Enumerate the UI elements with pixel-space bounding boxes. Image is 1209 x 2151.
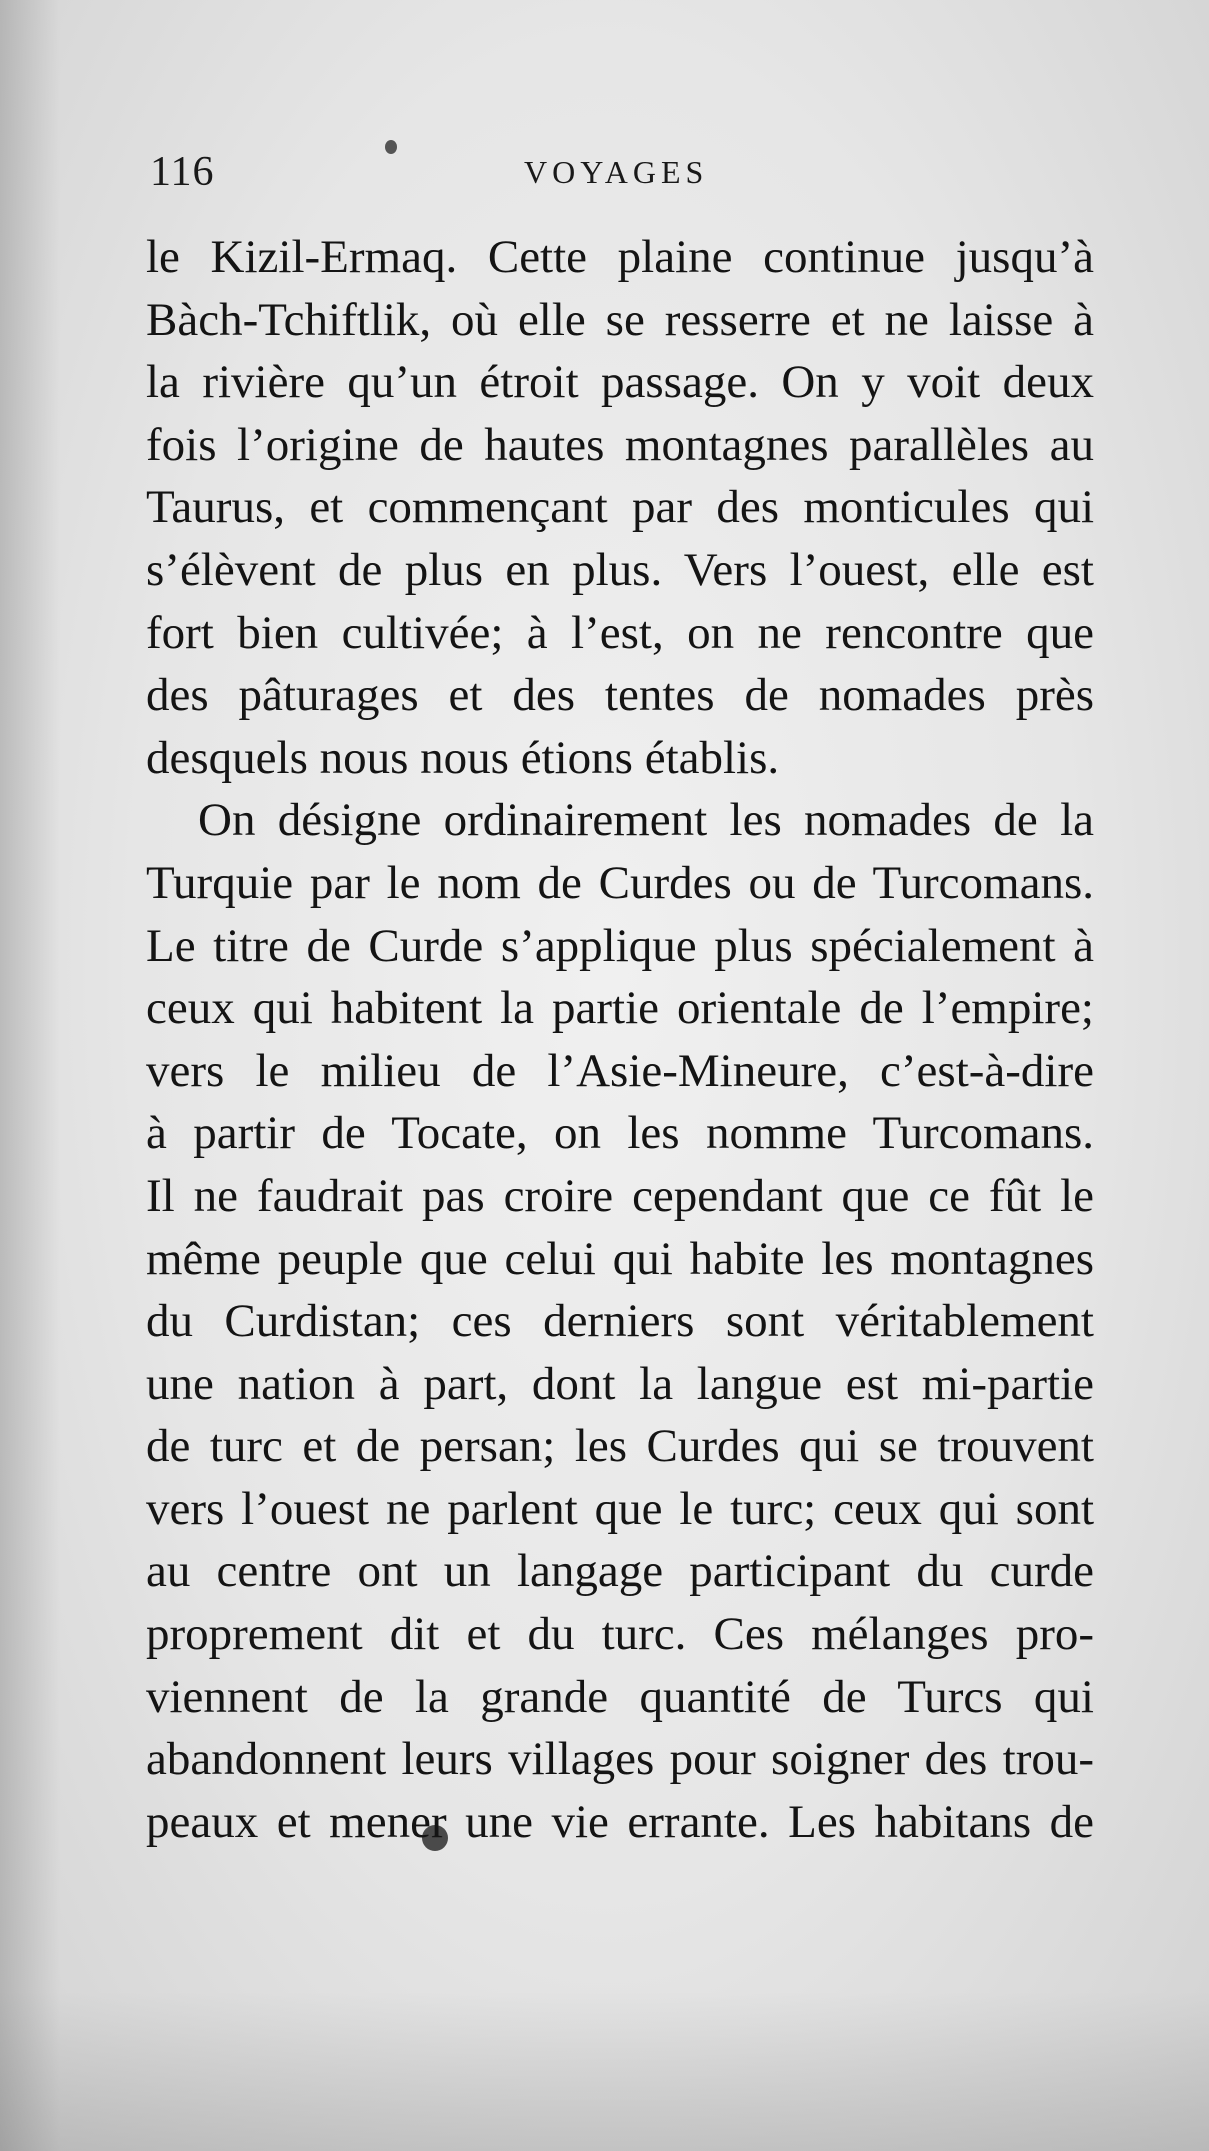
text-line: le Kizil-Ermaq. Cette plaine continue jusqu’à (146, 231, 1094, 283)
text-line: ceux qui habitent la partie orientale de l’empire; (146, 982, 1094, 1035)
text-line: peaux et mener une vie errante. Les habitans de (146, 1795, 1094, 1848)
text-line: Bàch-Tchiftlik, où elle se resserre et ne laisse à (146, 293, 1094, 346)
text-line: de turc et de persan; les Curdes qui se trouvent (146, 1420, 1094, 1473)
text-line: une nation à part, dont la langue est mi-partie (146, 1357, 1094, 1410)
text-line: vers le milieu de l’Asie-Mineure, c’est-à-dire (146, 1044, 1094, 1097)
paragraph-first-line: On désigne ordinairement les nomades de la (198, 794, 1094, 847)
body-text (146, 226, 1094, 1853)
text-line: au centre ont un langage participant du curde (146, 1545, 1094, 1598)
text-line: même peuple que celui qui habite les montagnes (146, 1232, 1094, 1285)
running-title: VOYAGES (524, 154, 709, 190)
text-line: desquels nous nous étions établis. (146, 731, 780, 784)
page-number: 116 (150, 149, 215, 195)
text-line: Il ne faudrait pas croire cependant que ce fût le (146, 1169, 1094, 1222)
text-line: Turquie par le nom de Curdes ou de Turcomans. (146, 856, 1094, 909)
text-line: fort bien cultivée; à l’est, on ne rencontre que (146, 606, 1094, 659)
text-line: vers l’ouest ne parlent que le turc; ceux qui sont (146, 1482, 1094, 1535)
page-bottom-shadow (0, 1991, 1209, 2151)
page-header (150, 148, 1090, 208)
text-line: des pâturages et des tentes de nomades près (146, 669, 1094, 722)
text-line: fois l’origine de hautes montagnes parallèles au (146, 418, 1094, 471)
text-line: viennent de la grande quantité de Turcs qui (146, 1670, 1094, 1723)
page-gutter-shadow (0, 0, 60, 2151)
text-line: du Curdistan; ces derniers sont véritablement (146, 1295, 1094, 1348)
text-line: Taurus, et commençant par des monticules qui (146, 481, 1094, 534)
text-line: proprement dit et du turc. Ces mélanges pro- (146, 1608, 1094, 1661)
text-line: Le titre de Curde s’applique plus spécialement à (146, 919, 1094, 972)
text-line: à partir de Tocate, on les nomme Turcomans. (146, 1107, 1094, 1160)
text-line: la rivière qu’un étroit passage. On y voit deux (146, 356, 1094, 409)
text-line: s’élèvent de plus en plus. Vers l’ouest, elle est (146, 543, 1094, 596)
text-line: abandonnent leurs villages pour soigner des trou- (146, 1733, 1094, 1786)
